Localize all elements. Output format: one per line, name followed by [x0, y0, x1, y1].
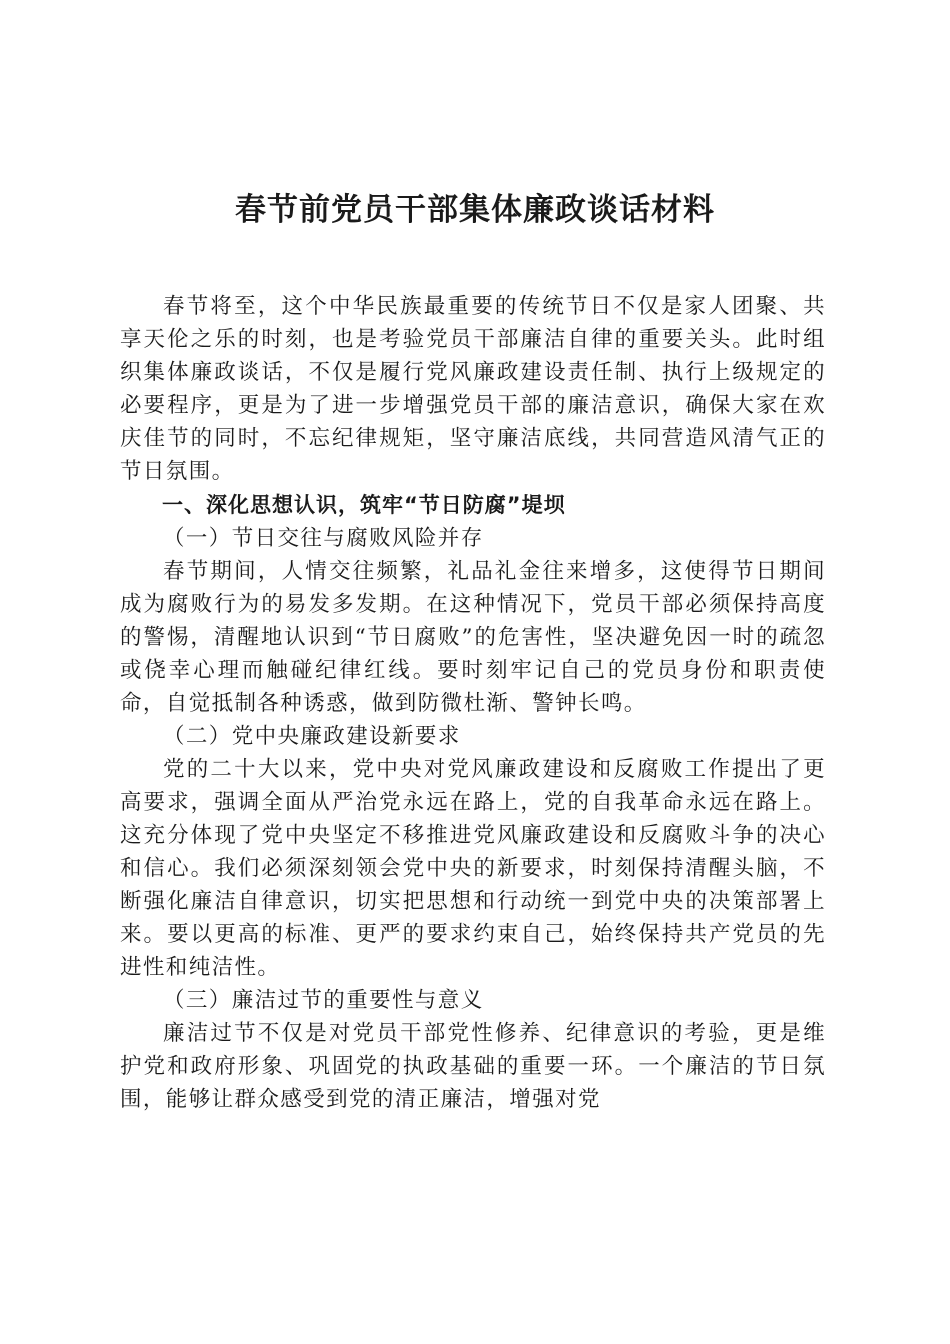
subsection-heading-3: （三）廉洁过节的重要性与意义 — [163, 988, 484, 1013]
subsection-body-1: 春节期间，人情交往频繁，礼品礼金往来增多，这使得节日期间成为腐败行为的易发多发期。在这种情况下，党员干部必须保持高度的警惕，清醒地认识到“节日腐败”的危害性，坚决避免因一时的疏忽或侥幸心理而触碰纪律红线。要时刻牢记自己的党员身份和职责使命，自觉抵制各种诱惑，做到防微杜渐、警钟长鸣。 — [120, 559, 826, 716]
subsection-body-3: 廉洁过节不仅是对党员干部党性修养、纪律意识的考验，更是维护党和政府形象、巩固党的执政基础的重要一环。一个廉洁的节日氛围，能够让群众感受到党的清正廉洁，增强对党 — [120, 1021, 826, 1112]
subsection-heading-2: （二）党中央廉政建设新要求 — [163, 724, 461, 749]
section-heading-1: 一、深化思想认识，筑牢“节日防腐”堤坝 — [162, 493, 566, 517]
document-title: 春节前党员干部集体廉政谈话材料 — [235, 192, 715, 228]
subsection-body-2: 党的二十大以来，党中央对党风廉政建设和反腐败工作提出了更高要求，强调全面从严治党永远在路上，党的自我革命永远在路上。这充分体现了党中央坚定不移推进党风廉政建设和反腐败斗争的决心和信心。我们必须深刻领会党中央的新要求，时刻保持清醒头脑，不断强化廉洁自律意识，切实把思想和行动统一到党中央的决策部署上来。要以更高的标准、更严的要求约束自己，始终保持共产党员的先进性和纯洁性。 — [120, 757, 826, 980]
subsection-heading-1: （一）节日交往与腐败风险并存 — [163, 526, 484, 551]
intro-paragraph: 春节将至，这个中华民族最重要的传统节日不仅是家人团聚、共享天伦之乐的时刻，也是考验党员干部廉洁自律的重要关头。此时组织集体廉政谈话，不仅是履行党风廉政建设责任制、执行上级规定的必要程序，更是为了进一步增强党员干部的廉洁意识，确保大家在欢庆佳节的同时，不忘纪律规矩，坚守廉洁底线，共同营造风清气正的节日氛围。 — [120, 294, 826, 484]
document-body — [120, 290, 826, 1116]
